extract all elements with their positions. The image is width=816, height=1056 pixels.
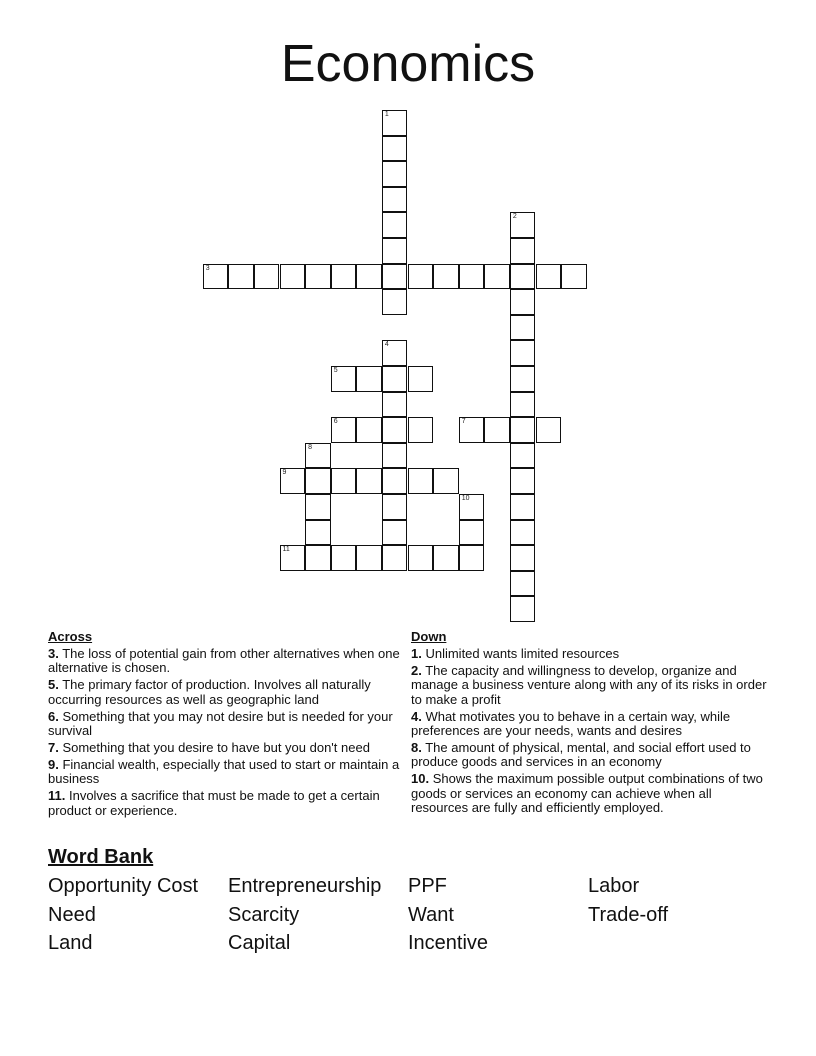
crossword-cell[interactable] — [510, 315, 536, 341]
clue-number: 3. — [48, 646, 59, 661]
cell-number: 6 — [333, 418, 338, 426]
cell-number: 4 — [384, 341, 389, 349]
crossword-cell[interactable] — [382, 545, 408, 571]
across-clue — [48, 741, 404, 755]
crossword-cell[interactable] — [203, 264, 229, 290]
crossword-cell[interactable] — [408, 545, 434, 571]
crossword-cell[interactable] — [356, 366, 382, 392]
crossword-cell[interactable] — [382, 238, 408, 264]
crossword-cell[interactable] — [382, 289, 408, 315]
crossword-cell[interactable] — [510, 494, 536, 520]
crossword-cell[interactable] — [433, 264, 459, 290]
crossword-cell[interactable] — [433, 468, 459, 494]
down-clue — [411, 647, 771, 661]
crossword-cell[interactable] — [305, 520, 331, 546]
clue-text: The loss of potential gain from other alternatives when one alternative is chosen. — [48, 646, 400, 676]
clue-number: 4. — [411, 708, 422, 724]
cell-number: 10 — [461, 495, 470, 502]
across-clue — [48, 710, 404, 739]
page-title: Economics — [280, 35, 536, 93]
word-bank-item: Incentive — [408, 932, 489, 955]
crossword-cell[interactable] — [305, 545, 331, 571]
clue-number: 10. — [411, 771, 430, 787]
crossword-cell[interactable] — [280, 468, 306, 494]
clue-text: Financial wealth, especially that used to start or maintain a business — [48, 756, 400, 787]
cell-number: 8 — [308, 443, 312, 451]
clue-text: What motivates you to behave in a certain way, while preferences are your needs, wants and desires — [411, 708, 731, 739]
word-bank-item: Scarcity — [228, 903, 300, 926]
cell-number: 3 — [205, 264, 210, 272]
crossword-cell[interactable] — [510, 468, 536, 494]
across-clue — [48, 647, 404, 676]
crossword-cell[interactable] — [305, 494, 331, 520]
crossword-cell[interactable] — [510, 443, 536, 469]
down-clue — [411, 741, 771, 770]
crossword-cell[interactable] — [331, 417, 357, 443]
crossword-cell[interactable] — [510, 289, 536, 315]
crossword-cell[interactable] — [382, 494, 408, 520]
crossword-cell[interactable] — [280, 264, 306, 290]
crossword-cell[interactable] — [382, 366, 408, 392]
across-heading: Across — [48, 629, 93, 644]
crossword-cell[interactable] — [510, 545, 536, 571]
crossword-cell[interactable] — [356, 417, 382, 443]
crossword-cell[interactable] — [510, 238, 536, 264]
across-clues — [48, 629, 404, 820]
clue-number: 6. — [48, 708, 59, 724]
crossword-cell[interactable] — [536, 264, 562, 290]
clue-number: 11. — [48, 788, 66, 804]
crossword-cell[interactable] — [510, 417, 536, 443]
crossword-cell[interactable] — [356, 264, 382, 290]
crossword-cell[interactable] — [228, 264, 254, 290]
crossword-cell[interactable] — [331, 468, 357, 494]
clue-text: Something that you may not desire but is needed for your survival — [48, 708, 393, 739]
crossword-cell[interactable] — [459, 264, 485, 290]
down-clue — [411, 772, 771, 815]
crossword-cell[interactable] — [510, 264, 536, 290]
clue-number: 1. — [411, 646, 422, 661]
crossword-cell[interactable] — [484, 264, 510, 290]
crossword-cell[interactable] — [305, 443, 331, 469]
cell-number: 1 — [384, 111, 389, 118]
crossword-cell[interactable] — [510, 596, 536, 622]
cell-number: 5 — [333, 367, 338, 374]
crossword-cell[interactable] — [382, 110, 408, 136]
across-clue — [48, 678, 404, 707]
crossword-cell[interactable] — [331, 545, 357, 571]
word-bank-item: Need — [48, 903, 96, 926]
clue-number: 5. — [48, 677, 59, 693]
clue-number: 7. — [48, 739, 59, 755]
crossword-cell[interactable] — [382, 468, 408, 494]
word-bank-item: Labor — [588, 875, 640, 897]
crossword-cell[interactable] — [356, 545, 382, 571]
crossword-cell[interactable] — [331, 366, 357, 392]
crossword-cell[interactable] — [484, 417, 510, 443]
crossword-cell[interactable] — [305, 468, 331, 494]
down-clue — [411, 710, 771, 739]
crossword-cell[interactable] — [459, 494, 485, 520]
word-bank-item: Entrepreneurship — [228, 875, 382, 897]
crossword-cell[interactable] — [254, 264, 280, 290]
word-bank-item: PPF — [408, 875, 447, 897]
clue-text: The amount of physical, mental, and social effort used to produce goods and services in an economy — [411, 739, 751, 770]
crossword-cell[interactable] — [561, 264, 587, 290]
crossword-cell[interactable] — [356, 468, 382, 494]
crossword-cell[interactable] — [459, 520, 485, 546]
word-bank-title: Word Bank — [48, 846, 154, 868]
word-bank-item: Land — [48, 932, 93, 955]
clue-text: Involves a sacrifice that must be made to get a certain product or experience. — [48, 788, 380, 818]
crossword-cell[interactable] — [331, 264, 357, 290]
crossword-cell[interactable] — [408, 366, 434, 392]
down-clue — [411, 664, 771, 707]
crossword-cell[interactable] — [382, 340, 408, 366]
word-bank — [48, 872, 788, 958]
crossword-cell[interactable] — [305, 264, 331, 290]
crossword-cell[interactable] — [510, 520, 536, 546]
crossword-cell[interactable] — [382, 443, 408, 469]
crossword-cell[interactable] — [382, 187, 408, 213]
clue-number: 8. — [411, 739, 422, 755]
clue-text: Something that you desire to have but you don't need — [58, 739, 370, 755]
crossword-cell[interactable] — [382, 136, 408, 162]
cell-number: 2 — [512, 213, 517, 221]
crossword-cell[interactable] — [382, 161, 408, 187]
word-bank-item: Capital — [228, 932, 291, 955]
word-bank-item: Trade-off — [588, 903, 669, 926]
crossword-cell[interactable] — [408, 417, 434, 443]
clue-text: The primary factor of production. Involves all naturally occurring resources as well as geographic land — [48, 677, 371, 707]
crossword-cell[interactable] — [408, 264, 434, 290]
crossword-cell[interactable] — [382, 264, 408, 290]
crossword-cell[interactable] — [510, 340, 536, 366]
crossword-cell[interactable] — [510, 212, 536, 238]
crossword-cell[interactable] — [280, 545, 306, 571]
word-bank-item: Opportunity Cost — [48, 875, 199, 897]
crossword-cell[interactable] — [382, 417, 408, 443]
crossword-cell[interactable] — [510, 571, 536, 597]
clue-number: 9. — [48, 756, 59, 772]
crossword-cell[interactable] — [382, 520, 408, 546]
across-clue — [48, 789, 404, 818]
down-clues — [411, 629, 771, 818]
clue-text: Shows the maximum possible output combinations of two goods or services an economy can achieve when all resources are fully and efficiently employed. — [411, 771, 763, 816]
cell-number: 11 — [282, 546, 290, 554]
clue-number: 2. — [411, 662, 422, 678]
crossword-cell[interactable] — [382, 212, 408, 238]
crossword-cell[interactable] — [510, 366, 536, 392]
crossword-cell[interactable] — [433, 545, 459, 571]
down-heading: Down — [411, 629, 447, 644]
cell-number: 9 — [282, 469, 287, 477]
across-clue — [48, 758, 404, 787]
crossword-cell[interactable] — [459, 417, 485, 443]
crossword-cell[interactable] — [510, 392, 536, 418]
crossword-cell[interactable] — [382, 392, 408, 418]
crossword-cell[interactable] — [536, 417, 562, 443]
clue-text: The capacity and willingness to develop, organize and manage a business venture along with any of its risks in order to make a profit — [411, 662, 767, 707]
crossword-cell[interactable] — [459, 545, 485, 571]
cell-number: 7 — [461, 418, 466, 426]
word-bank-item: Want — [408, 903, 454, 926]
crossword-cell[interactable] — [408, 468, 434, 494]
clue-text: Unlimited wants limited resources — [421, 646, 620, 661]
